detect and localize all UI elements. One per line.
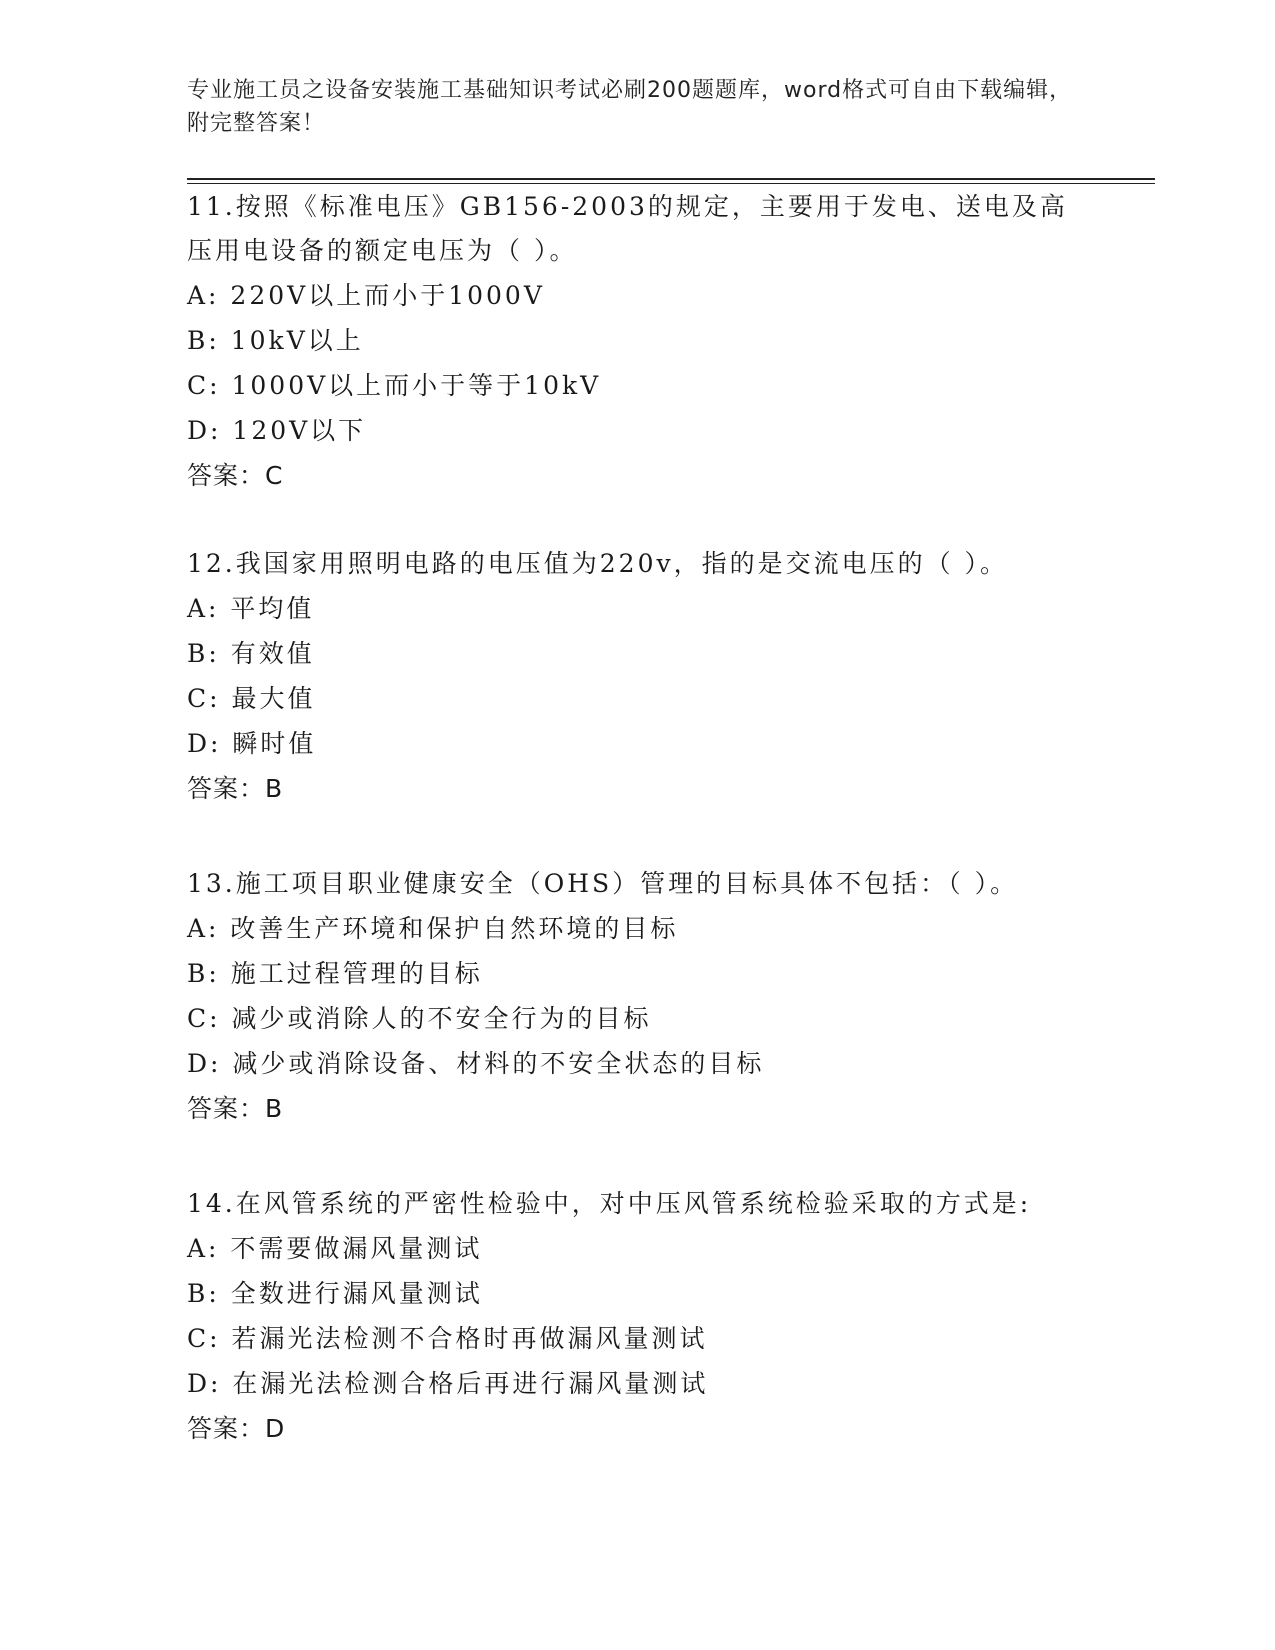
- question-13: [187, 862, 1087, 1131]
- answer: 答案：B: [187, 774, 284, 803]
- option-d: D: 减少或消除设备、材料的不安全状态的目标: [187, 1049, 765, 1078]
- question-12: [187, 542, 1087, 811]
- header-divider-thin: [187, 183, 1155, 184]
- option-c: C: 最大值: [187, 684, 316, 713]
- option-a: A: 220V以上而小于1000V: [187, 281, 545, 310]
- option-a: A: 不需要做漏风量测试: [187, 1234, 483, 1263]
- option-c: C: 1000V以上而小于等于10kV: [187, 371, 602, 400]
- option-b: B: 10kV以上: [187, 326, 364, 355]
- question-11: [187, 185, 1087, 498]
- option-a: A: 平均值: [187, 594, 315, 623]
- option-a: A: 改善生产环境和保护自然环境的目标: [187, 914, 679, 943]
- header-divider-thick: [187, 178, 1155, 180]
- answer: 答案：D: [187, 1414, 286, 1443]
- answer: 答案：B: [187, 1094, 284, 1123]
- option-d: D: 120V以下: [187, 416, 367, 445]
- question-14: [187, 1182, 1087, 1451]
- question-stem: 13.施工项目职业健康安全（OHS）管理的目标具体不包括：（ ）。: [187, 869, 1019, 898]
- document-header: 专业施工员之设备安装施工基础知识考试必刷200题题库，word格式可自由下载编辑，附完整答案！: [187, 78, 1073, 136]
- option-d: D: 在漏光法检测合格后再进行漏风量测试: [187, 1369, 709, 1398]
- option-c: C: 减少或消除人的不安全行为的目标: [187, 1004, 652, 1033]
- option-b: B: 施工过程管理的目标: [187, 959, 483, 988]
- option-b: B: 全数进行漏风量测试: [187, 1279, 483, 1308]
- option-d: D: 瞬时值: [187, 729, 317, 758]
- option-c: C: 若漏光法检测不合格时再做漏风量测试: [187, 1324, 708, 1353]
- question-stem: 14.在风管系统的严密性检验中，对中压风管系统检验采取的方式是:: [187, 1189, 1032, 1218]
- question-stem: 11.按照《标准电压》GB156-2003的规定，主要用于发电、送电及高压用电设备的额定电压为（ ）。: [187, 192, 1068, 265]
- option-b: B: 有效值: [187, 639, 315, 668]
- answer: 答案：C: [187, 461, 284, 490]
- question-stem: 12.我国家用照明电路的电压值为220v，指的是交流电压的（ ）。: [187, 549, 1009, 578]
